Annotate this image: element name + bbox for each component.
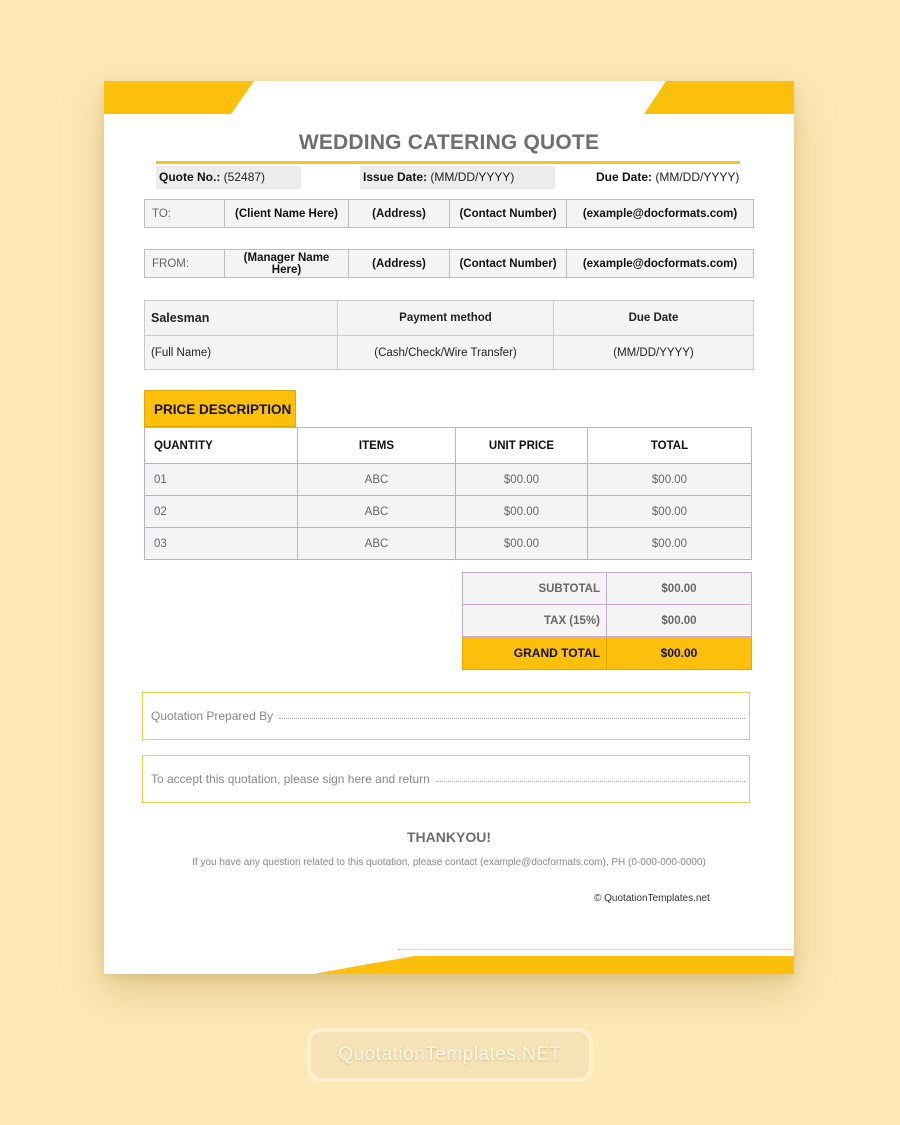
table-row (145, 496, 752, 528)
to-row (144, 199, 754, 228)
total-cell: $00.00 (588, 464, 752, 496)
price-table-header (145, 428, 752, 464)
top-right-accent-shape (644, 81, 794, 114)
unit-price-header: UNIT PRICE (456, 428, 588, 464)
quote-sheet (104, 81, 794, 974)
salesman-header: Salesman (145, 301, 338, 336)
sales-due-date-value: (MM/DD/YYYY) (554, 336, 754, 370)
total-header: TOTAL (588, 428, 752, 464)
from-row (144, 249, 754, 278)
due-date-field (593, 166, 743, 189)
to-address: (Address) (349, 200, 450, 228)
salesman-value: (Full Name) (145, 336, 338, 370)
quantity-cell: 01 (145, 464, 298, 496)
totals-table (462, 572, 752, 670)
table-row (145, 528, 752, 560)
prepared-by-field[interactable] (142, 692, 750, 740)
thank-you-heading: THANKYOU! (407, 829, 491, 845)
price-table (144, 427, 752, 560)
unit-price-cell: $00.00 (456, 496, 588, 528)
sales-table (144, 300, 754, 370)
from-contact: (Contact Number) (450, 250, 567, 278)
unit-price-cell: $00.00 (456, 464, 588, 496)
total-cell: $00.00 (588, 496, 752, 528)
accept-signature-line (436, 781, 745, 782)
top-left-accent-shape (104, 81, 254, 114)
tax-value: $00.00 (607, 605, 752, 637)
quote-number-label: Quote No.: (159, 170, 221, 184)
quote-number-value: (52487) (223, 170, 266, 184)
contact-note: If you have any question related to this quotation, please contact (example@docformats.com), PH (0-000-000-0000) (192, 857, 706, 868)
unit-price-cell: $00.00 (456, 528, 588, 560)
grand-total-value: $00.00 (607, 637, 752, 670)
from-manager-name: (Manager Name Here) (225, 250, 349, 278)
to-email: (example@docformats.com) (567, 200, 754, 228)
prepared-by-label: Quotation Prepared By (151, 709, 274, 723)
grand-total-label: GRAND TOTAL (463, 637, 607, 670)
items-header: ITEMS (298, 428, 456, 464)
quantity-header: QUANTITY (145, 428, 298, 464)
to-contact: (Contact Number) (450, 200, 567, 228)
page-title: WEDDING CATERING QUOTE (298, 131, 600, 154)
quantity-cell: 03 (145, 528, 298, 560)
to-client-name: (Client Name Here) (225, 200, 349, 228)
subtotal-label: SUBTOTAL (463, 573, 607, 605)
accept-signature-label: To accept this quotation, please sign here and return (151, 772, 430, 786)
watermark-badge: QuotationTemplates.NET (311, 1032, 589, 1078)
payment-method-header: Payment method (338, 301, 554, 336)
payment-method-value: (Cash/Check/Wire Transfer) (338, 336, 554, 370)
copyright-text: © QuotationTemplates.net (594, 893, 710, 904)
subtotal-value: $00.00 (607, 573, 752, 605)
prepared-by-line (279, 718, 745, 719)
tax-label: TAX (15%) (463, 605, 607, 637)
from-address: (Address) (349, 250, 450, 278)
item-cell: ABC (298, 496, 456, 528)
issue-date-label: Issue Date: (363, 170, 428, 184)
from-email: (example@docformats.com) (567, 250, 754, 278)
total-cell: $00.00 (588, 528, 752, 560)
item-cell: ABC (298, 464, 456, 496)
quantity-cell: 02 (145, 496, 298, 528)
issue-date-field (360, 166, 555, 189)
bottom-accent-shape (314, 956, 794, 974)
accept-signature-field[interactable] (142, 755, 750, 803)
item-cell: ABC (298, 528, 456, 560)
table-row (145, 464, 752, 496)
title-divider (156, 161, 740, 164)
price-description-heading: PRICE DESCRIPTION (144, 390, 296, 427)
to-label: TO: (145, 200, 225, 228)
from-label: FROM: (145, 250, 225, 278)
due-date-label: Due Date: (596, 170, 653, 184)
quote-number-field (156, 166, 301, 189)
issue-date-value: (MM/DD/YYYY) (430, 170, 515, 184)
due-date-value: (MM/DD/YYYY) (655, 170, 740, 184)
sales-due-date-header: Due Date (554, 301, 754, 336)
bottom-dotted-divider (398, 949, 794, 950)
